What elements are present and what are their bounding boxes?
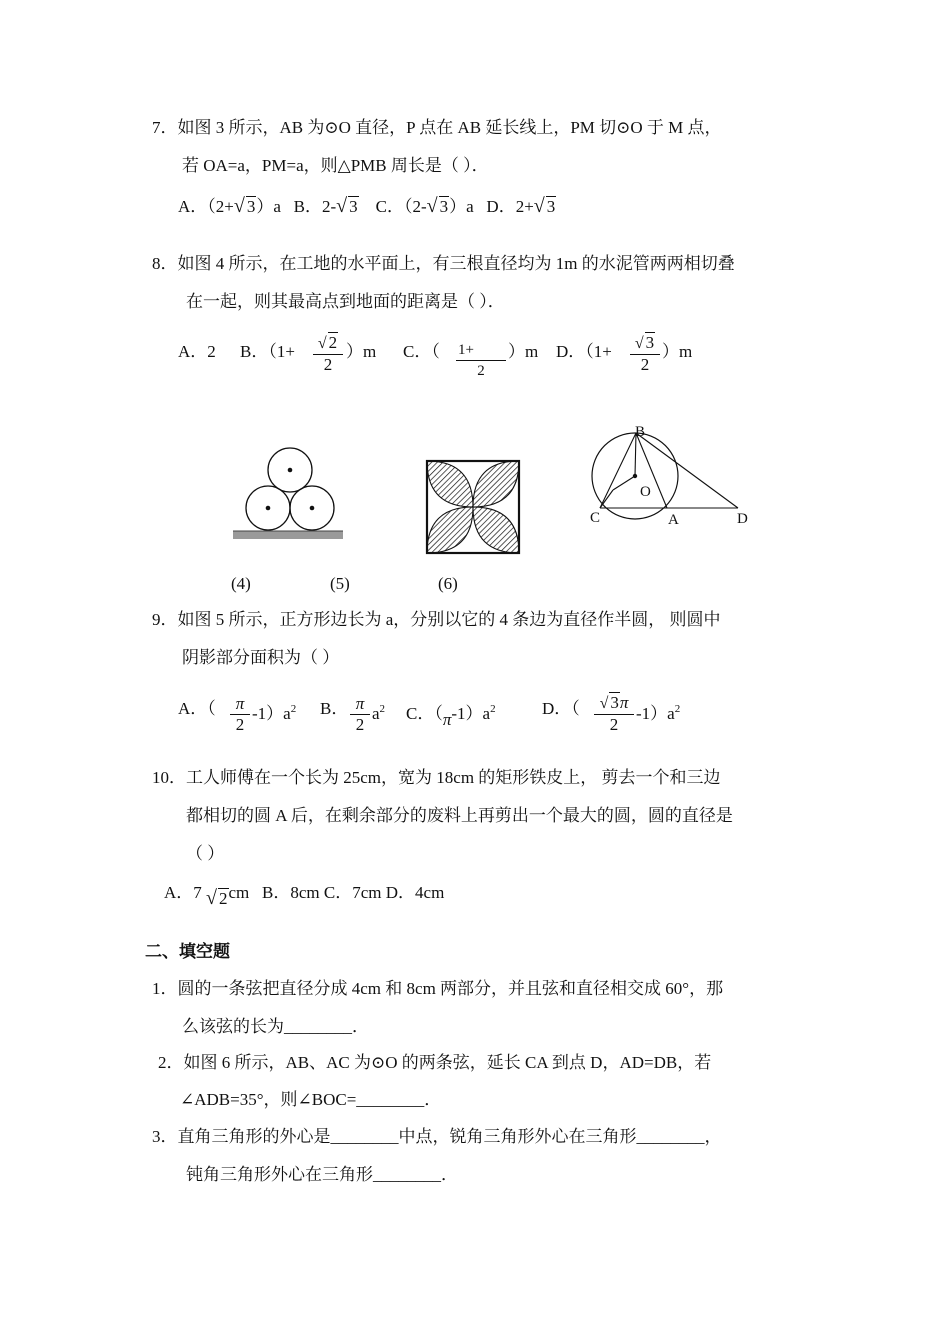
- figure-4-pipes: [228, 445, 348, 545]
- q8-option-a: A．2: [178, 342, 216, 361]
- q8-option-c-post: ）m: [508, 342, 539, 361]
- q8-option-d-pre: D．（1+: [556, 342, 612, 361]
- q7-line2: 若 OA=a，PM=a，则△PMB 周长是（ ）．: [182, 156, 489, 175]
- fill-q3-line1: 3．直角三角形的外心是________中点，锐角三角形外心在三角形________，: [152, 1127, 722, 1146]
- q9-option-d-post: $-1)a^2$: [636, 703, 681, 723]
- q9-option-d-fraction: $\frac{√ 3\pi}{2}$: [594, 692, 634, 735]
- q10-options-rest: B．8cm C．7cm D．4cm: [262, 883, 445, 902]
- q9-option-b-pre: B．: [320, 699, 349, 718]
- q8-line1: 8．如图 4 所示，在工地的水平面上，有三根直径均为 1m 的水泥管两两相切叠: [152, 254, 735, 273]
- q9-option-b-post: $a^2$: [372, 703, 386, 723]
- q9-option-a-pre: A．（: [178, 699, 216, 718]
- q8-option-d-fraction: $\frac{√ 3}{2}$: [630, 332, 660, 375]
- fill-q1-line2: 么该弦的长为________．: [182, 1017, 369, 1036]
- q7-option-d: D．2+√ 3: [486, 195, 556, 217]
- q10-line1: 10．工人师傅在一个长为 25cm，宽为 18cm 的矩形铁皮上， 剪去一个和三边: [152, 768, 721, 787]
- fill-q3-line2: 钝角三角形外心在三角形________．: [186, 1165, 458, 1184]
- q8-line2: 在一起，则其最高点到地面的距离是（ ）．: [186, 292, 505, 311]
- q9-option-a-post: $-1)a^2$: [252, 703, 297, 723]
- q10-options: [164, 882, 445, 909]
- q7-option-c: C．（2-√ 3）a: [375, 195, 474, 217]
- point-label-o: O: [640, 484, 651, 500]
- q8-option-c-fraction: $\frac{1+}{2}$: [456, 340, 506, 381]
- q8-option-b-post: ）m: [346, 342, 377, 361]
- q9-option-d-pre: D．（: [542, 699, 580, 718]
- q8-option-c-pre: C．（: [403, 342, 440, 361]
- q10-line2: 都相切的圆 A 后，在剩余部分的废料上再剪出一个最大的圆，圆的直径是: [186, 806, 733, 825]
- q9-line2: 阴影部分面积为（ ）: [182, 648, 340, 667]
- point-label-b: B: [635, 424, 646, 440]
- q8-option-d-post: ）m: [662, 342, 693, 361]
- figure-label-4: (4): [231, 574, 251, 593]
- point-label-d: D: [737, 511, 748, 527]
- figure-5-square-petals: [424, 458, 522, 556]
- fill-q2-line2: ∠ADB=35°，则∠BOC=________．: [180, 1090, 442, 1109]
- q10-line3: （ ）: [186, 844, 225, 863]
- q7-options: [178, 196, 556, 217]
- q7-option-a: A．（2+√ 3）a: [178, 195, 281, 217]
- section-heading: 二、填空题: [145, 942, 230, 962]
- q7-line1: 7．如图 3 所示，AB 为⊙O 直径，P 点在 AB 延长线上，PM 切⊙O 于 M 点，: [152, 118, 722, 137]
- q9-option-c: C．$(\pi-1)a^2$: [406, 703, 496, 729]
- fill-q1-line1: 1．圆的一条弦把直径分成 4cm 和 8cm 两部分，并且弦和直径相交成 60°，那: [152, 979, 724, 998]
- q8-option-b-pre: B．（1+: [240, 342, 295, 361]
- figure-label-6: (6): [438, 574, 458, 593]
- figure-label-5: (5): [330, 574, 350, 593]
- point-label-a: A: [668, 512, 679, 528]
- q7-option-b: B．2-√ 3: [293, 195, 358, 217]
- q9-line1: 9．如图 5 所示，正方形边长为 a，分别以它的 4 条边为直径作半圆， 则圆中: [152, 610, 721, 629]
- q8-option-b-fraction: $\frac{√ 2}{2}$: [313, 332, 343, 375]
- q10-option-a: A．7 √ 2cm: [164, 883, 250, 909]
- q9-option-b-fraction: $\frac{\pi}{2}$: [350, 694, 370, 735]
- point-label-c: C: [590, 510, 601, 526]
- figure-6-circle-geometry: [585, 420, 755, 530]
- q9-option-a-fraction: $\frac{\pi}{2}$: [230, 694, 250, 735]
- fill-q2-line1: 2．如图 6 所示，AB、AC 为⊙O 的两条弦，延长 CA 到点 D，AD=DB，若: [158, 1053, 712, 1072]
